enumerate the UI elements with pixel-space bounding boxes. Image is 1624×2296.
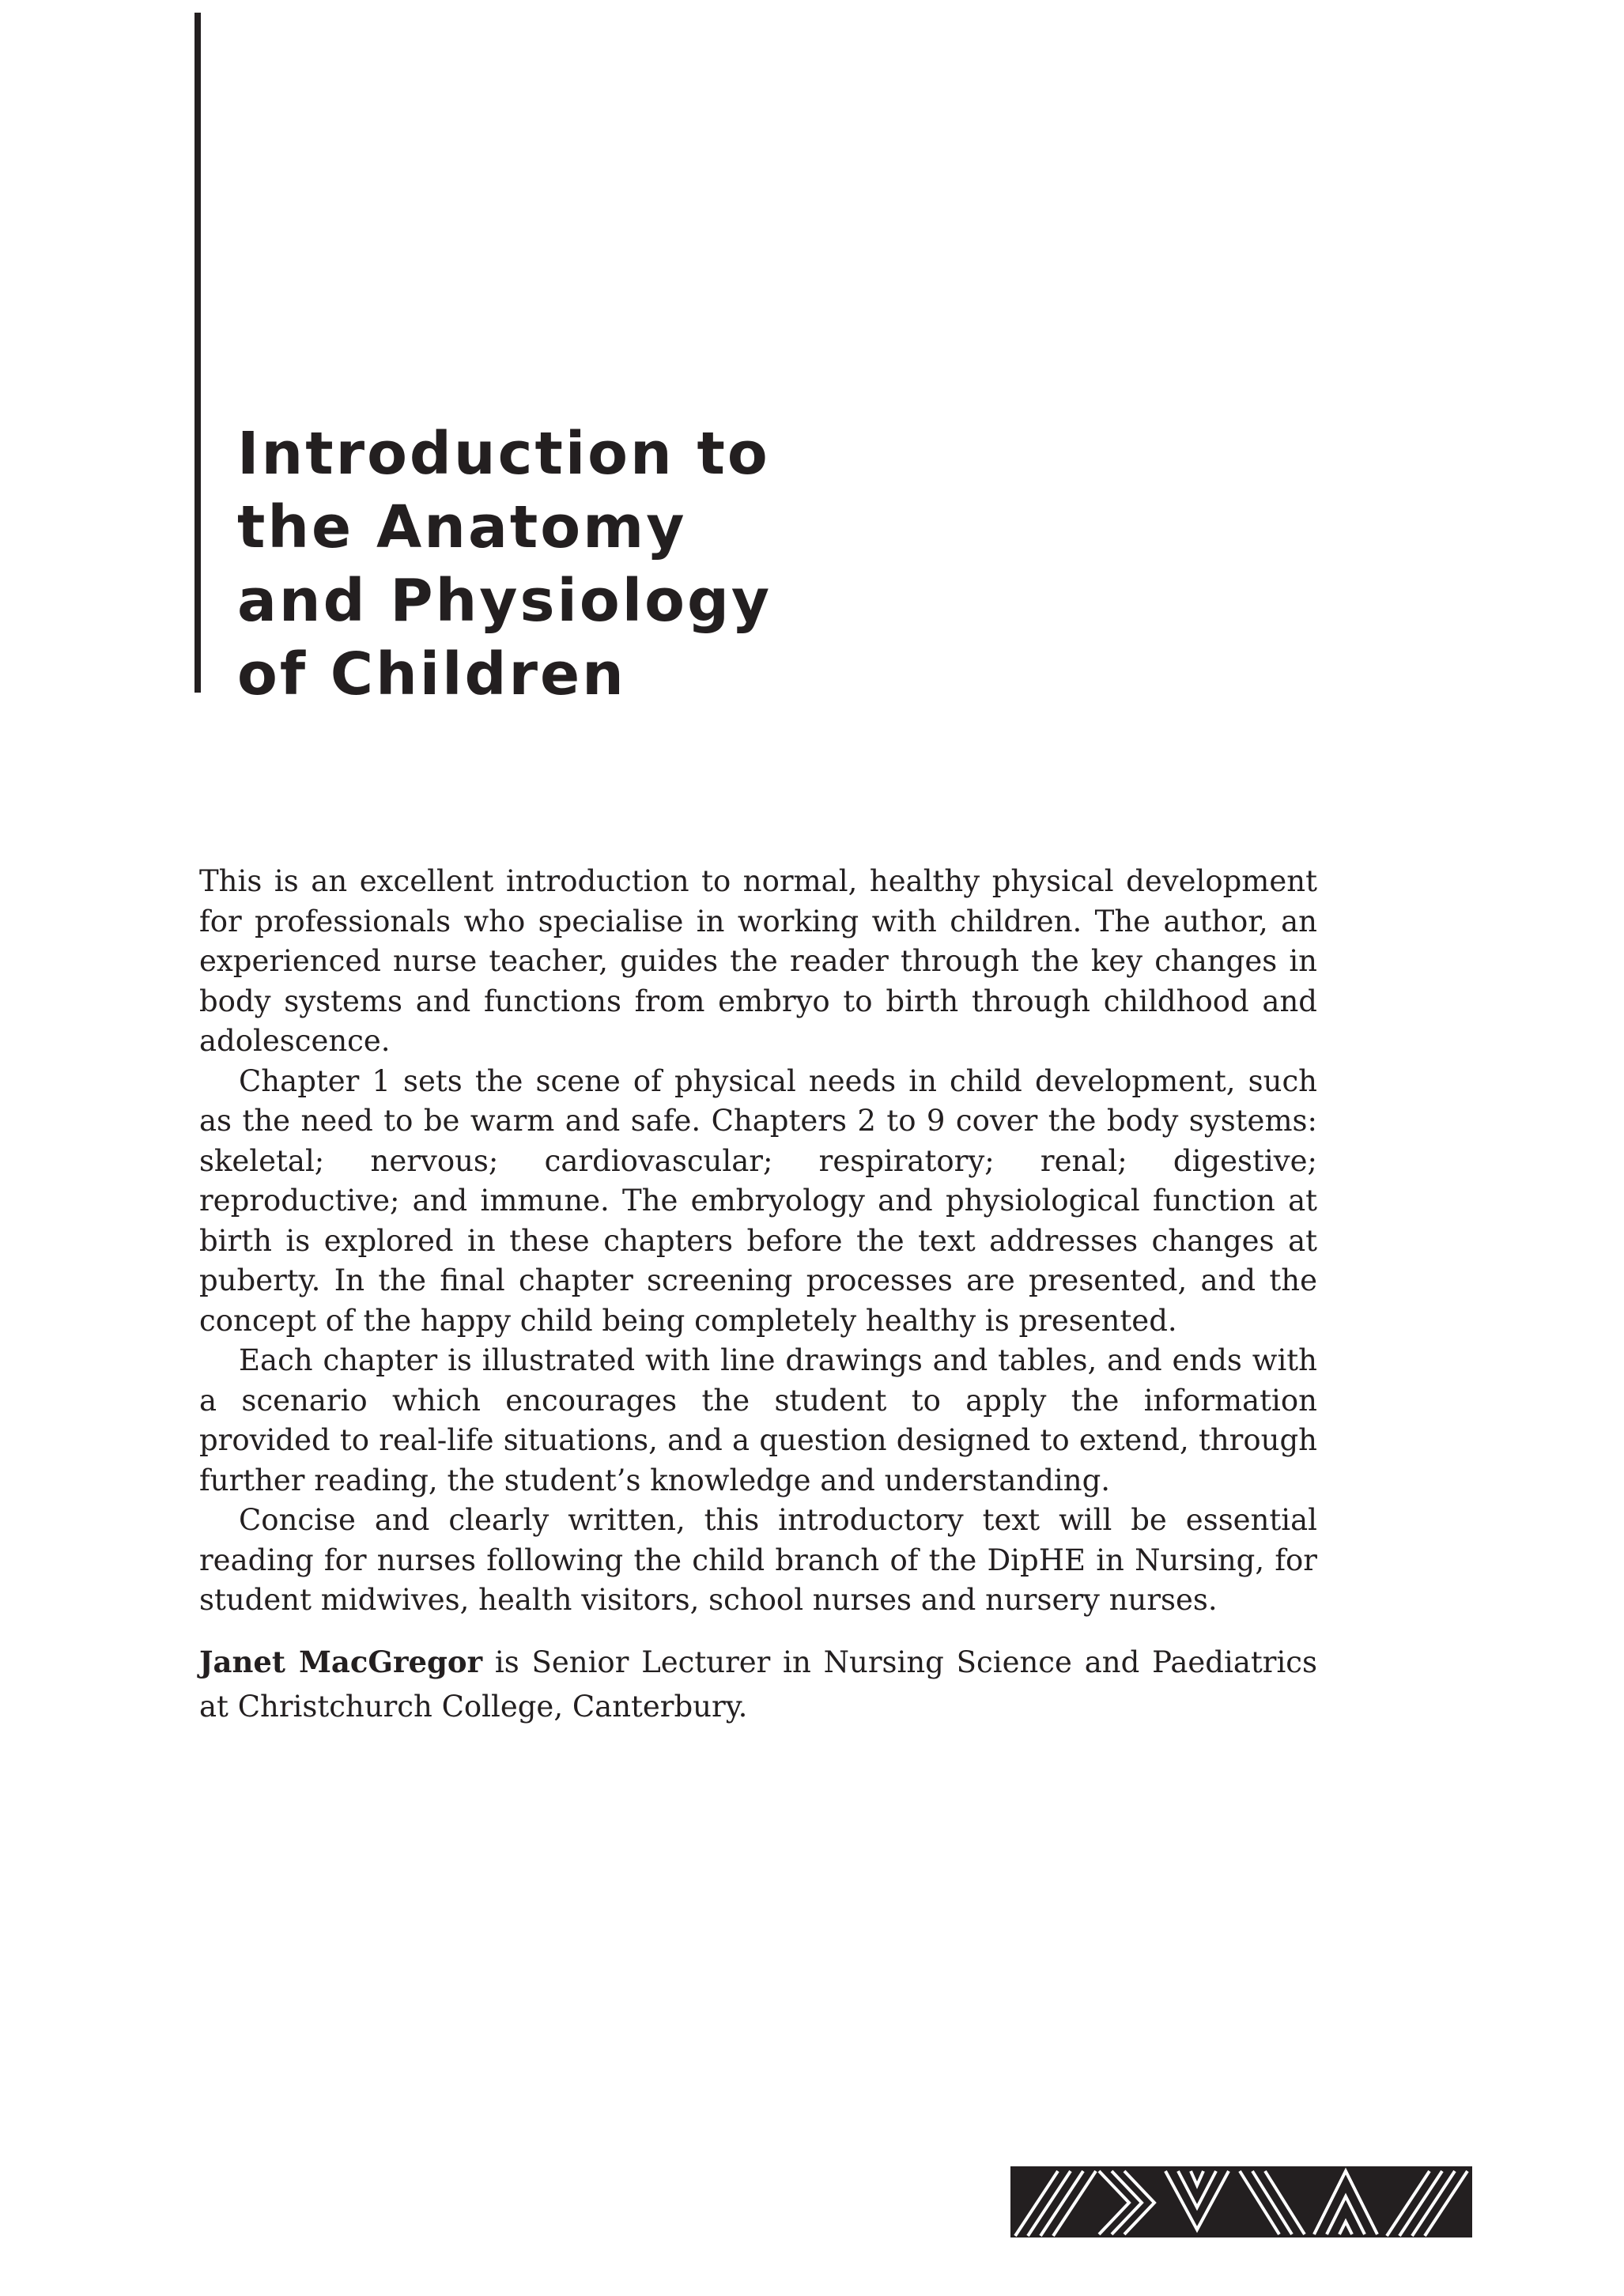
title-line: the Anatomy [237, 493, 687, 561]
vertical-rule [195, 13, 201, 693]
title-line: Introduction to [237, 420, 770, 488]
publisher-pattern-logo-icon [1010, 2166, 1472, 2237]
author-bio-text: is Senior Lecturer in Nursing Science and Paediatrics at Christchurch College, Canterbury. [199, 1645, 1317, 1724]
description-paragraph: Chapter 1 sets the scene of physical needs in child development, such as the need to be warm and safe. Chapters 2 to 9 cover the body systems: skeletal; nervous; cardiovascular; respiratory; renal; digestive; reproductive; and immune. The embryology and physiological function at birth is explored in these chapters before the text addresses changes at puberty. In the final chapter screening processes are presented, and the concept of the happy child being completely healthy is presented. [199, 1063, 1317, 1338]
author-bio [199, 1640, 1317, 1729]
title-line: of Children [237, 640, 626, 708]
book-title [237, 417, 949, 712]
book-description [199, 862, 1317, 1621]
title-line: and Physiology [237, 567, 772, 635]
description-paragraph: This is an excellent introduction to normal, healthy physical development for professionals who specialise in working with children. The author, an experienced nurse teacher, guides the reader through the key changes in body systems and functions from embryo to birth through childhood and adolescence. [199, 864, 1317, 1058]
description-paragraph: Concise and clearly written, this introductory text will be essential reading for nurses following the child branch of the DipHE in Nursing, for student midwives, health visitors, school nurses and nursery nurses. [199, 1503, 1317, 1617]
author-name: Janet MacGregor [199, 1645, 483, 1679]
description-paragraph: Each chapter is illustrated with line drawings and tables, and ends with a scenario which encourages the student to apply the information provided to real-life situations, and a question designed to extend, through further reading, the student’s knowledge and understanding. [199, 1343, 1317, 1497]
